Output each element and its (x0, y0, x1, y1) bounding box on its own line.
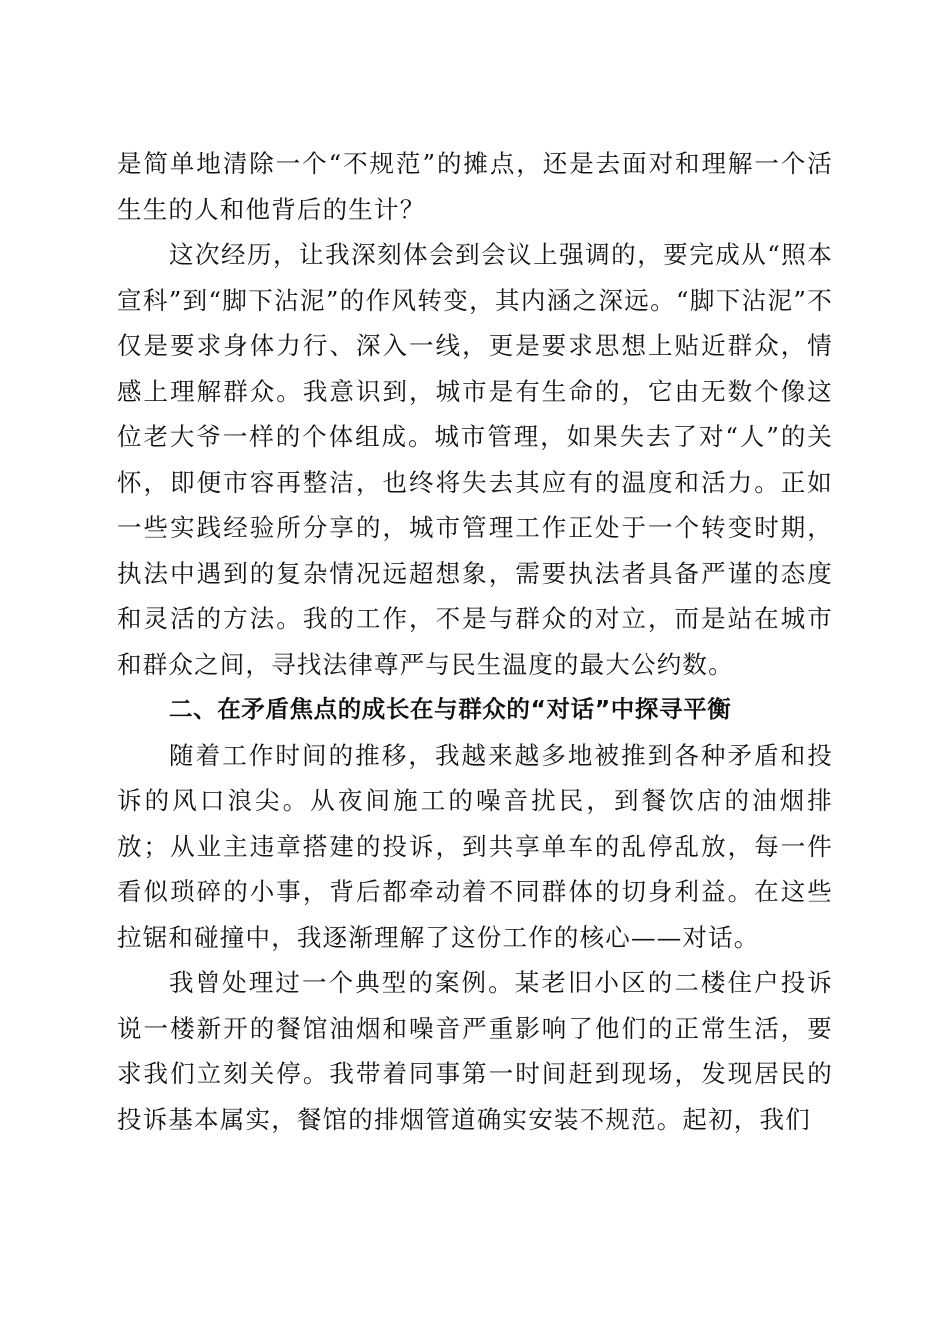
paragraph-continuation: 是简单地清除一个“不规范”的摊点，还是去面对和理解一个活生生的人和他背后的生计？ (117, 149, 833, 224)
paragraph-work-style-reflection: 这次经历，让我深刻体会到会议上强调的，要完成从“照本宣科”到“脚下沾泥”的作风转变，其内涵之深远。“脚下沾泥”不仅是要求身体力行、深入一线，更是要求思想上贴近群众，情感上理解群众。我意识到，城市是有生命的，它由无数个像这位老大爷一样的个体组成。城市管理，如果失去了对“人”的关怀，即便市容再整洁，也终将失去其应有的温度和活力。正如一些实践经验所分享的，城市管理工作正处于一个转变时期，执法中遇到的复杂情况远超想象，需要执法者具备严谨的态度和灵活的方法。我的工作，不是与群众的对立，而是站在城市和群众之间，寻找法律尊严与民生温度的最大公约数。 (117, 240, 833, 679)
paragraph-restaurant-case: 我曾处理过一个典型的案例。某老旧小区的二楼住户投诉说一楼新开的餐馆油烟和噪音严重影响了他们的正常生活，要求我们立刻关停。我带着同事第一时间赶到现场，发现居民的投诉基本属实，餐馆的排烟管道确实安装不规范。起初，我们 (117, 968, 833, 1134)
document-body (117, 141, 833, 1142)
section-heading-2: 二、在矛盾焦点的成长在与群众的“对话”中探寻平衡 (169, 695, 732, 723)
paragraph-complaints-dialogue: 随着工作时间的推移，我越来越多地被推到各种矛盾和投诉的风口浪尖。从夜间施工的噪音扰民，到餐饮店的油烟排放；从业主违章搭建的投诉，到共享单车的乱停乱放，每一件看似琐碎的小事，背后都牵动着不同群体的切身利益。在这些拉锯和碰撞中，我逐渐理解了这份工作的核心——对话。 (117, 740, 833, 952)
